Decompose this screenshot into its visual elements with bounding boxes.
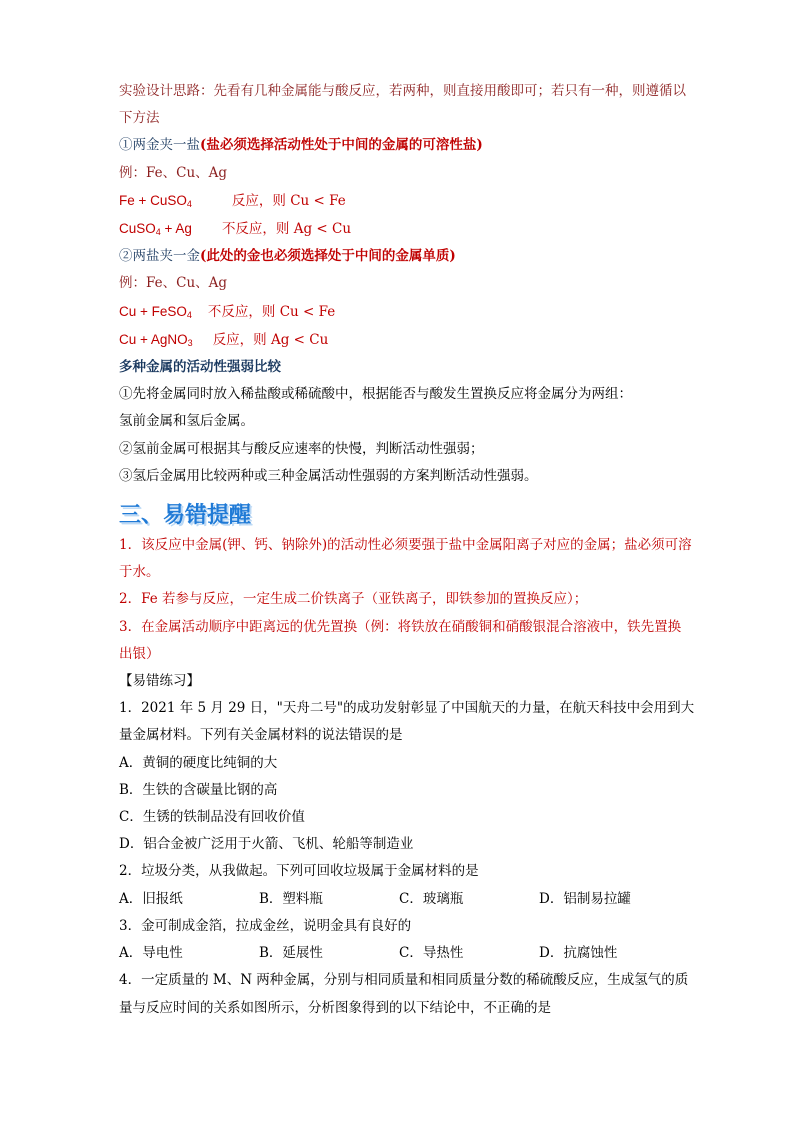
multi-step-1b: 氢前金属和氢后金属。 [119, 413, 254, 430]
reaction-1-text: 反应，则 Cu < Fe [231, 192, 346, 209]
design-intro-line-1: 实验设计思路：先看有几种金属能与酸反应，若两种，则直接用酸即可；若只有一种，则遵循以 [119, 83, 686, 99]
question-3-options [119, 940, 715, 967]
reaction-1 [119, 187, 715, 215]
reaction-3-text: 不反应，则 Cu < Fe [207, 303, 336, 320]
method-1-label: ①两金夹一盐 [119, 137, 200, 154]
question-2-option-c: C．玻璃瓶 [399, 890, 464, 907]
tip-2: 2．Fe 若参与反应，一定生成二价铁离子（亚铁离子，即铁参加的置换反应）； [119, 591, 588, 608]
question-1b: 量金属材料。下列有关金属材料的说法错误的是 [119, 727, 403, 744]
reaction-2 [119, 215, 715, 243]
multi-step-3: ③氢后金属用比较两种或三种金属活动性强弱的方案判断活动性强弱。 [119, 467, 538, 484]
reaction-3-formula: Cu + FeSO$_4$ [119, 303, 192, 320]
question-2-options [119, 886, 715, 913]
question-2: 2．垃圾分类，从我做起。下列可回收垃圾属于金属材料的是 [119, 863, 479, 880]
example-2: 例：Fe、Cu、Ag [119, 275, 228, 292]
question-3-option-c: C．导热性 [399, 945, 464, 962]
question-1-option-d: D．铝合金被广泛用于火箭、飞机、轮船等制造业 [119, 836, 414, 853]
example-1: 例：Fe、Cu、Ag [119, 164, 228, 181]
reaction-1-formula: Fe + CuSO$_4$ [119, 192, 192, 209]
design-intro-line-2: 下方法 [119, 110, 160, 127]
method-2-label: ②两盐夹一金 [119, 248, 200, 265]
question-3-option-d: D．抗腐蚀性 [539, 945, 618, 962]
tip-1b: 于水。 [119, 564, 160, 581]
tip-3a: 3．在金属活动顺序中距离远的优先置换（例：将铁放在硝酸铜和硝酸银混合溶液中，铁先置换 [119, 618, 682, 635]
tip-1a: 1．该反应中金属(钾、钙、钠除外)的活动性必须要强于盐中金属阳离子对应的金属；盐必须可溶 [119, 537, 692, 554]
reaction-4-formula: Cu + AgNO$_3$ [119, 331, 193, 348]
reaction-3 [119, 298, 715, 326]
question-1-option-b: B．生铁的含碳量比钢的高 [119, 781, 278, 798]
question-1a: 1．2021 年 5 月 29 日，"天舟二号"的成功发射彰显了中国航天的力量，在航天科技中会用到大 [119, 700, 695, 717]
reaction-4 [119, 326, 715, 354]
question-3-option-a: A．导电性 [119, 945, 183, 962]
question-2-option-b: B．塑料瓶 [259, 890, 323, 907]
practice-heading: 【易错练习】 [119, 673, 200, 690]
reaction-2-text: 不反应，则 Ag < Cu [221, 221, 352, 238]
question-3: 3．金可制成金箔，拉成金丝，说明金具有良好的 [119, 917, 412, 934]
method-1-note: (盐必须选择活动性处于中间的金属的可溶性盐) [200, 137, 483, 154]
reaction-2-formula: CuSO$_4$ + Ag [119, 221, 192, 238]
reaction-4-text: 反应，则 Ag < Cu [212, 331, 329, 348]
question-1-option-a: A．黄铜的硬度比纯铜的大 [119, 754, 278, 771]
question-4b: 量与反应时间的关系如图所示，分析图象得到的以下结论中，不正确的是 [119, 999, 551, 1016]
question-2-option-d: D．铝制易拉罐 [539, 890, 631, 907]
question-3-option-b: B．延展性 [259, 945, 323, 962]
question-4a: 4．一定质量的 M、N 两种金属，分别与相同质量和相同质量分数的稀硫酸反应，生成氢气的质 [119, 972, 689, 989]
question-1-option-c: C．生锈的铁制品没有回收价值 [119, 809, 305, 826]
multi-step-2: ②氢前金属可根据其与酸反应速率的快慢，判断活动性强弱； [119, 440, 484, 457]
multi-step-1a: ①先将金属同时放入稀盐酸或稀硫酸中，根据能否与酸发生置换反应将金属分为两组： [119, 386, 632, 403]
tip-3b: 出银） [119, 645, 160, 662]
method-2-note: (此处的金也必须选择处于中间的金属单质) [200, 248, 456, 265]
section-3-title: 三、易错提醒 [119, 503, 252, 529]
multi-metal-title: 多种金属的活动性强弱比较 [119, 359, 281, 376]
page-content [119, 78, 715, 1022]
question-2-option-a: A．旧报纸 [119, 890, 183, 907]
method-2-line [119, 243, 715, 270]
method-1-line [119, 132, 715, 159]
